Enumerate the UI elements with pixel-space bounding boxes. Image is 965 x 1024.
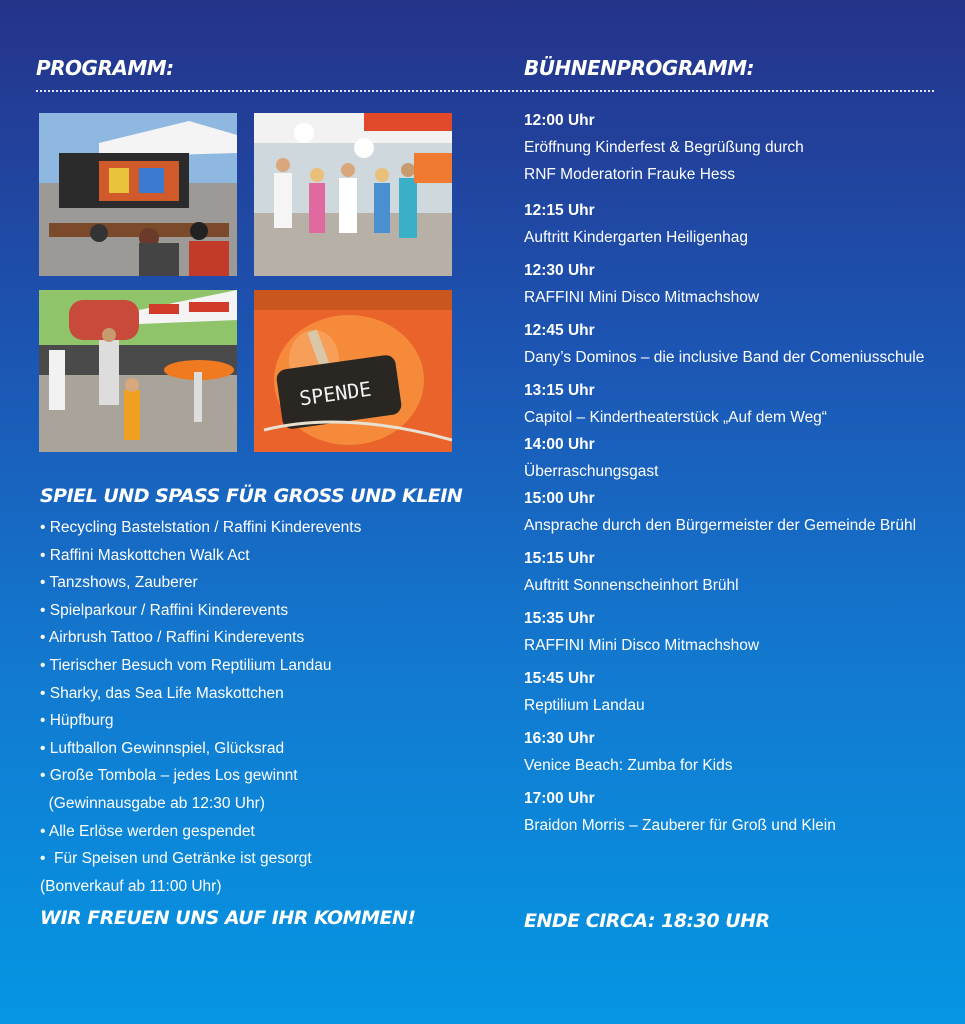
slot-time: 14:00 Uhr bbox=[524, 436, 595, 453]
schedule-slot bbox=[524, 318, 944, 378]
donation-jar-photo-icon bbox=[254, 290, 452, 452]
slot-time: 17:00 Uhr bbox=[524, 790, 595, 807]
list-item: (Gewinnausgabe ab 12:30 Uhr) bbox=[40, 794, 265, 812]
list-item: • Airbrush Tattoo / Raffini Kinderevents bbox=[40, 629, 305, 647]
schedule-slot bbox=[524, 378, 944, 432]
programm-heading: PROGRAMM: bbox=[36, 56, 174, 80]
schedule-slot bbox=[524, 198, 944, 258]
schedule-slot bbox=[524, 258, 944, 318]
slot-description: Auftritt Kindergarten Heiligenhag bbox=[524, 229, 749, 246]
schedule-slot bbox=[524, 726, 944, 786]
list-item: • Tierischer Besuch vom Reptilium Landau bbox=[40, 656, 332, 674]
slot-time: 12:45 Uhr bbox=[524, 322, 595, 339]
donation-sign-text: SPENDE bbox=[297, 376, 373, 411]
list-item: • Sharky, das Sea Life Maskottchen bbox=[40, 684, 284, 702]
slot-time: 13:15 Uhr bbox=[524, 382, 595, 399]
list-item: • Tanzshows, Zauberer bbox=[40, 574, 198, 592]
list-item: • Spielparkour / Raffini Kinderevents bbox=[40, 601, 289, 619]
slot-time: 15:35 Uhr bbox=[524, 610, 595, 627]
schedule-slot bbox=[524, 786, 944, 846]
slot-time: 16:30 Uhr bbox=[524, 730, 595, 747]
slot-description: Ansprache durch den Bürgermeister der Gemeinde Brühl bbox=[524, 517, 917, 534]
slot-description: Braidon Morris – Zauberer für Groß und Klein bbox=[524, 817, 836, 834]
schedule-slot bbox=[524, 108, 944, 198]
list-item: • Hüpfburg bbox=[40, 712, 114, 730]
list-item: • Für Speisen und Getränke ist gesorgt bbox=[40, 850, 312, 868]
schedule-slot bbox=[524, 432, 944, 486]
slot-description: Auftritt Sonnenscheinhort Brühl bbox=[524, 577, 739, 594]
schedule-slot bbox=[524, 666, 944, 726]
schedule-slot bbox=[524, 486, 944, 546]
stage-photo-icon bbox=[39, 113, 237, 276]
slot-description: Reptilium Landau bbox=[524, 697, 645, 714]
slot-description: Eröffnung Kinderfest & Begrüßung durch RNF Moderatorin Frauke Hess bbox=[524, 139, 804, 183]
slot-description: Überraschungsgast bbox=[524, 463, 659, 480]
slot-description: Venice Beach: Zumba for Kids bbox=[524, 757, 733, 774]
list-item: • Luftballon Gewinnspiel, Glücksrad bbox=[40, 739, 285, 757]
list-item: • Raffini Maskottchen Walk Act bbox=[40, 546, 250, 564]
slot-description: Dany’s Dominos – die inclusive Band der Comeniusschule bbox=[524, 349, 925, 366]
stage-schedule bbox=[524, 108, 944, 846]
schedule-slot bbox=[524, 606, 944, 666]
list-item: (Bonverkauf ab 11:00 Uhr) bbox=[40, 877, 222, 895]
end-time-note: ENDE CIRCA: 18:30 UHR bbox=[524, 910, 770, 932]
slot-description: Capitol – Kindertheaterstück „Auf dem Weg“ bbox=[524, 409, 827, 426]
fun-activities-list bbox=[40, 514, 480, 900]
festival-tents-photo-icon bbox=[39, 290, 237, 452]
slot-time: 12:15 Uhr bbox=[524, 202, 595, 219]
list-item: • Alle Erlöse werden gespendet bbox=[40, 822, 255, 840]
slot-description: RAFFINI Mini Disco Mitmachshow bbox=[524, 637, 760, 654]
dotted-divider bbox=[36, 90, 934, 92]
fun-section-title: SPIEL UND SPASS FÜR GROSS UND KLEIN bbox=[40, 485, 463, 507]
list-item: • Große Tombola – jedes Los gewinnt bbox=[40, 767, 298, 785]
list-item: • Recycling Bastelstation / Raffini Kinderevents bbox=[40, 519, 362, 536]
closing-message: WIR FREUEN UNS AUF IHR KOMMEN! bbox=[40, 907, 416, 929]
slot-time: 12:00 Uhr bbox=[524, 112, 595, 129]
buehnenprogramm-heading: BÜHNENPROGRAMM: bbox=[524, 56, 755, 80]
slot-time: 15:45 Uhr bbox=[524, 670, 595, 687]
slot-time: 12:30 Uhr bbox=[524, 262, 595, 279]
slot-time: 15:00 Uhr bbox=[524, 490, 595, 507]
slot-time: 15:15 Uhr bbox=[524, 550, 595, 567]
children-crowd-photo-icon bbox=[254, 113, 452, 276]
slot-description: RAFFINI Mini Disco Mitmachshow bbox=[524, 289, 760, 306]
schedule-slot bbox=[524, 546, 944, 606]
